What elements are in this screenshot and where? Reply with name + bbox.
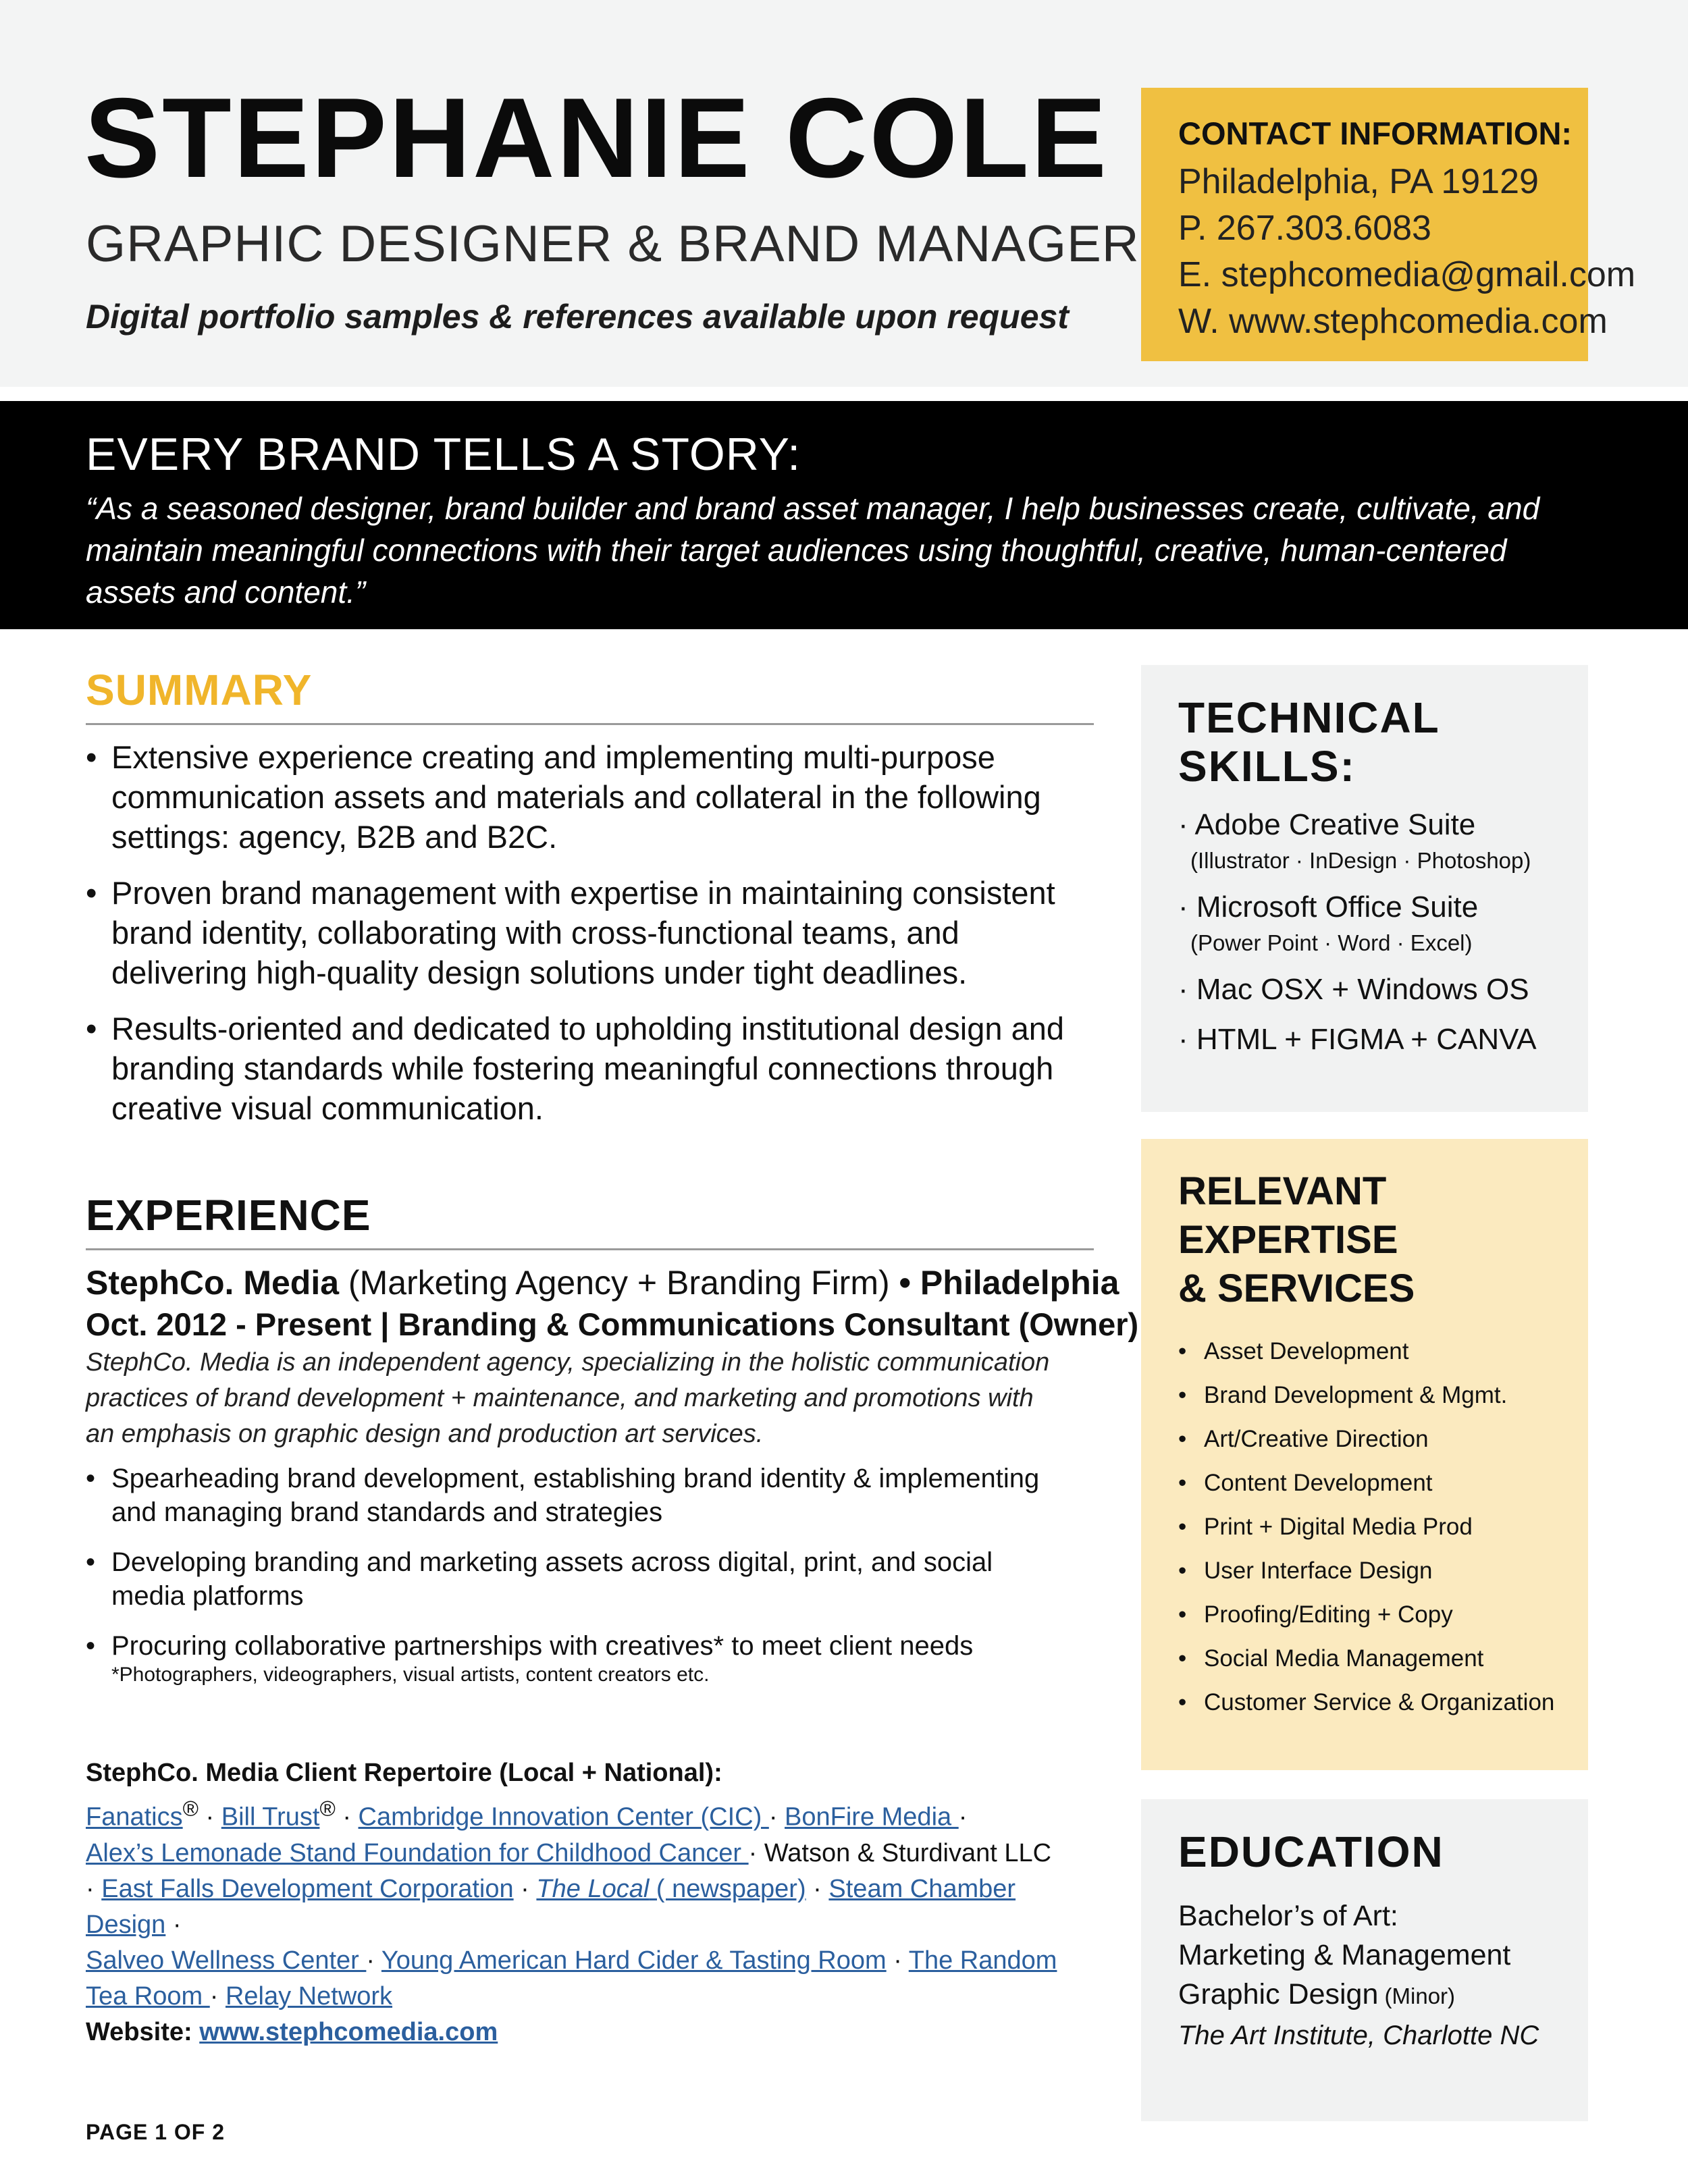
skill-office-detail: (Power Point · Word · Excel): [1190, 930, 1473, 955]
clients-list: [86, 1791, 1099, 2015]
client-watson: Watson & Sturdivant LLC: [764, 1838, 1052, 1867]
education-minor-line: [1178, 1975, 1588, 2016]
title-line: TECHNICAL: [1178, 693, 1440, 742]
contact-website: W. www.stephcomedia.com: [1178, 302, 1608, 341]
expertise-box: [1141, 1139, 1588, 1770]
contact-email: E. stephcomedia@gmail.com: [1178, 255, 1636, 294]
client-repertoire: [86, 1755, 1099, 2050]
technical-skills-list: [1178, 805, 1588, 1059]
client-link-steam-chamber[interactable]: Steam Chamber Design: [86, 1874, 1016, 1939]
story-quote: “As a seasoned designer, brand builder and brand asset manager, I help businesses create, cultivate, and maintain meaningful connections with their target audiences using thoughtful, creative, human-centered assets and content.”: [86, 491, 1540, 610]
technical-skills-title: [1178, 693, 1588, 791]
registered-mark: ®: [319, 1796, 336, 1821]
experience-footnote: *Photographers, videographers, visual artists, content creators etc.: [111, 1663, 710, 1686]
education-box: [1141, 1799, 1588, 2121]
company-description: (Marketing Agency + Branding Firm): [339, 1264, 899, 1302]
candidate-name: STEPHANIE COLE: [84, 74, 1109, 201]
service-item: • Content Development: [1178, 1461, 1588, 1505]
client-separator: ·: [513, 1874, 537, 1903]
service-item: • Print + Digital Media Prod: [1178, 1505, 1588, 1549]
education-school: The Art Institute, Charlotte NC: [1178, 2021, 1539, 2050]
summary-item: • Proven brand management with expertise in maintaining consistent brand identity, collaborating with cross-functional teams, and delivering high-quality design solutions under tight deadlines.: [86, 873, 1094, 992]
company-location: • Philadelphia: [899, 1264, 1119, 1302]
service-item: • User Interface Design: [1178, 1549, 1588, 1593]
experience-list: [86, 1462, 1094, 1687]
client-link-salveo[interactable]: Salveo Wellness Center: [86, 1946, 367, 1975]
client-separator: ·: [165, 1910, 182, 1939]
the-local-name: The Local: [536, 1874, 650, 1903]
experience-item-text: Procuring collaborative partnerships with creatives* to meet client needs: [111, 1631, 974, 1661]
skill-os: · Mac OSX + Windows OS: [1178, 973, 1529, 1006]
service-item: • Social Media Management: [1178, 1636, 1588, 1680]
title-line: EXPERTISE: [1178, 1218, 1398, 1262]
client-link-east-falls[interactable]: East Falls Development Corporation: [101, 1874, 514, 1903]
summary-item: • Extensive experience creating and implementing multi-purpose communication assets and materials and collateral in the following settings: agency, B2B and B2C.: [86, 737, 1094, 857]
client-separator: ·: [335, 1803, 359, 1832]
title-line: SKILLS:: [1178, 742, 1356, 791]
client-link-billtrust[interactable]: Bill Trust: [221, 1803, 320, 1832]
title-line: RELEVANT: [1178, 1169, 1387, 1213]
summary-item: • Results-oriented and dedicated to upholding institutional design and branding standards while fostering meaningful connections through creative visual communication.: [86, 1009, 1094, 1128]
education-minor-label: (Minor): [1378, 1983, 1456, 2008]
contact-location: Philadelphia, PA 19129: [1178, 162, 1539, 201]
education-degree: Bachelor’s of Art:: [1178, 1900, 1398, 1932]
service-item: • Proofing/Editing + Copy: [1178, 1593, 1588, 1636]
brand-story-band: [0, 401, 1688, 629]
client-separator: ·: [209, 1981, 226, 2010]
client-separator: ·: [768, 1803, 785, 1832]
client-link-cic[interactable]: Cambridge Innovation Center (CIC): [358, 1803, 769, 1832]
candidate-title: GRAPHIC DESIGNER & BRAND MANAGER: [86, 215, 1140, 273]
technical-skills-box: [1141, 665, 1588, 1112]
summary-divider: [86, 723, 1094, 725]
experience-role: Oct. 2012 - Present | Branding & Communications Consultant (Owner): [86, 1306, 1139, 1342]
service-item: • Art/Creative Direction: [1178, 1417, 1588, 1461]
service-item: • Asset Development: [1178, 1329, 1588, 1373]
experience-divider: [86, 1248, 1094, 1250]
service-item: • Brand Development & Mgmt.: [1178, 1373, 1588, 1417]
page-number: PAGE 1 OF 2: [86, 2120, 226, 2144]
story-heading: EVERY BRAND TELLS A STORY:: [86, 429, 801, 480]
skill-adobe: · Adobe Creative Suite: [1178, 808, 1476, 841]
company-name: StephCo. Media: [86, 1264, 340, 1302]
expertise-title: [1178, 1167, 1588, 1313]
client-link-fanatics[interactable]: Fanatics: [86, 1803, 183, 1832]
client-separator: ·: [886, 1946, 909, 1975]
client-separator: ·: [748, 1838, 764, 1867]
title-line: & SERVICES: [1178, 1267, 1415, 1310]
contact-info-box: [1141, 88, 1636, 361]
services-list: [1178, 1329, 1588, 1724]
service-item: • Customer Service & Organization: [1178, 1680, 1588, 1724]
contact-phone: P. 267.303.6083: [1178, 209, 1431, 248]
summary-title: SUMMARY: [86, 666, 313, 714]
client-link-random-tea-room[interactable]: The Random Tea Room: [86, 1946, 1057, 2010]
the-local-type: ( newspaper): [649, 1874, 806, 1903]
experience-item: • Developing branding and marketing assets across digital, print, and social media platforms: [86, 1545, 1072, 1613]
skill-web: · HTML + FIGMA + CANVA: [1178, 1023, 1537, 1056]
experience-description: StephCo. Media is an independent agency, specializing in the holistic communication practices of brand development + maintenance, and marketing and promotions with an emphasis on graphic design and production art services.: [86, 1348, 1050, 1448]
experience-item: [86, 1629, 1072, 1687]
education-major: Marketing & Management: [1178, 1939, 1511, 1971]
resume-header: [0, 0, 1688, 387]
education-title: EDUCATION: [1178, 1828, 1444, 1876]
experience-item: • Spearheading brand development, establishing brand identity & implementing and managing brand standards and strategies: [86, 1462, 1072, 1529]
website-line: [86, 2015, 1099, 2050]
registered-mark: ®: [182, 1796, 199, 1821]
client-link-the-local[interactable]: [536, 1875, 806, 1903]
experience-company-line: [86, 1261, 1119, 1304]
skill-adobe-detail: (Illustrator · InDesign · Photoshop): [1190, 848, 1531, 873]
client-link-relay[interactable]: Relay Network: [225, 1981, 393, 2010]
portfolio-tagline: Digital portfolio samples & references available upon request: [86, 298, 1069, 336]
client-separator: ·: [86, 1874, 102, 1903]
client-separator: ·: [806, 1874, 829, 1903]
client-separator: ·: [366, 1946, 381, 1975]
education-minor: Graphic Design: [1178, 1978, 1379, 2010]
client-link-alexs-lemonade[interactable]: Alex’s Lemonade Stand Foundation for Childhood Cancer: [86, 1838, 749, 1867]
website-label: Website:: [86, 2017, 200, 2046]
main-column: [86, 665, 1139, 1703]
client-separator: ·: [958, 1803, 968, 1832]
website-link[interactable]: www.stephcomedia.com: [199, 2017, 498, 2046]
client-link-young-american[interactable]: Young American Hard Cider & Tasting Room: [381, 1946, 887, 1975]
contact-heading: CONTACT INFORMATION:: [1178, 115, 1573, 151]
summary-list: [86, 737, 1094, 1128]
client-separator: ·: [198, 1803, 221, 1832]
experience-title: EXPERIENCE: [86, 1191, 371, 1240]
clients-heading: StephCo. Media Client Repertoire (Local + National):: [86, 1759, 722, 1787]
client-link-bonfire[interactable]: BonFire Media: [785, 1803, 959, 1832]
skill-office: · Microsoft Office Suite: [1178, 890, 1479, 924]
